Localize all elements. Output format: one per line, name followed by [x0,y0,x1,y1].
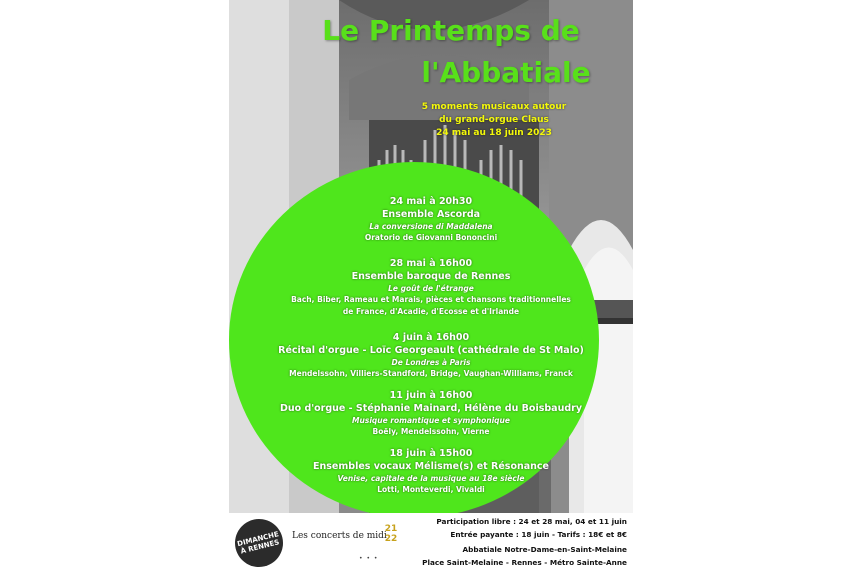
logo-mark-bottom: 22 [384,534,398,544]
poster-title-line2: l'Abbatiale [421,56,591,89]
event-item [229,257,633,318]
info-tickets: Entrée payante : 18 juin - Tarifs : 18€ et 8€ [450,529,627,539]
event-ensemble: Ensemble Ascorda [381,209,481,220]
event-ensemble: Ensembles vocaux Mélisme(s) et Résonance [313,461,549,472]
footer [229,513,633,574]
poster-title-line1: Le Printemps de [322,14,580,47]
concerts-logo-mark [379,524,403,544]
event-composers: Oratorio de Giovanni Bononcini [364,233,498,242]
event-work: Musique romantique et symphonique [352,416,510,425]
event-ensemble: Récital d'orgue - Loïc Georgeault (cathédrale de St Malo) [278,345,584,356]
logo-dots: • • • [359,555,379,562]
info-address: Place Saint-Melaine - Rennes - Métro Sainte-Anne [422,557,627,567]
event-composers: Bach, Biber, Rameau et Marais, pièces et chansons traditionnelles [291,295,571,304]
dimanche-logo-text: DIMANCHE À RENNES [236,530,281,556]
event-item [229,195,633,244]
event-composers: Mendelssohn, Villiers-Standford, Bridge, Vaughan-Williams, Franck [289,369,573,378]
event-composers: Boëly, Mendelssohn, Vierne [372,427,490,436]
event-item [229,331,633,380]
dimanche-a-rennes-logo [230,514,288,572]
event-work: De Londres à Paris [391,358,471,367]
event-item [229,389,633,438]
event-item [229,447,633,496]
event-date: 11 juin à 16h00 [389,390,473,401]
event-work: Venise, capitale de la musique au 18e siècle [337,474,525,483]
subtitle-line: 5 moments musicaux autour [421,102,567,112]
info-venue: Abbatiale Notre-Dame-en-Saint-Melaine [462,545,627,554]
practical-info [422,516,627,569]
event-work: Le goût de l'étrange [388,284,474,293]
event-ensemble: Ensemble baroque de Rennes [351,271,511,282]
event-date: 24 mai à 20h30 [389,196,473,207]
concerts-de-midi-logo: Les concerts de midi [292,531,387,541]
event-date: 18 juin à 15h00 [389,448,473,459]
poster [229,0,633,574]
subtitle-line: du grand-orgue Claus [439,115,549,125]
info-free-dates: Participation libre : 24 et 28 mai, 04 et 11 juin [436,517,627,526]
event-ensemble: Duo d'orgue - Stéphanie Mainard, Hélène du Boisbaudry [279,403,583,414]
event-work: La conversione di Maddalena [369,222,493,231]
event-composers: Lotti, Monteverdi, Vivaldi [377,485,485,494]
logo-mark-top: 21 [384,524,398,534]
subtitle-dates: 24 mai au 18 juin 2023 [436,128,552,138]
event-composers: de France, d'Acadie, d'Ecosse et d'Irlande [342,307,520,316]
event-date: 28 mai à 16h00 [389,258,473,269]
event-date: 4 juin à 16h00 [392,332,470,343]
